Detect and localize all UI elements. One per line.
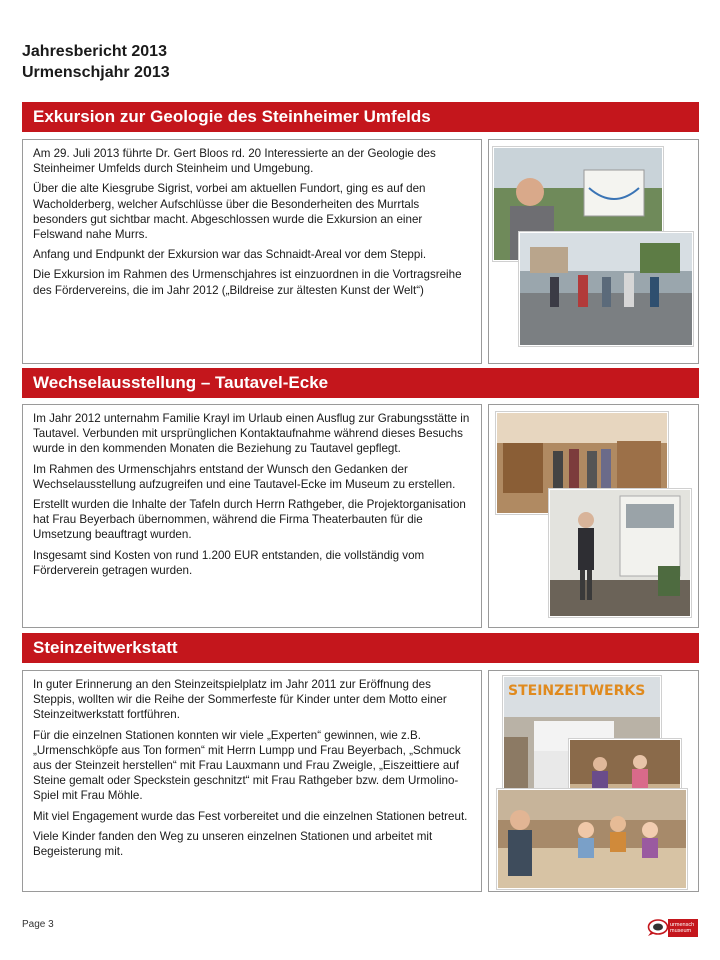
section-header-wechselausstellung: Wechselausstellung – Tautavel-Ecke [22,368,699,398]
photo-panel-steinzeitwerkstatt [488,670,699,892]
paragraph: Anfang und Endpunkt der Exkursion war das Schnaidt-Areal vor dem Steppi. [33,248,427,262]
paragraph: Insgesamt sind Kosten von rund 1.200 EUR entstanden, die vollständig vom Förderverein getragen wurden. [33,548,425,577]
speech-bubble-icon [646,919,668,937]
section-text-wechselausstellung [22,404,482,628]
photo-panel-exkursion [488,139,699,364]
paragraph: Erstellt wurden die Inhalte der Tafeln durch Herrn Rathgeber, die Projektorganisation hat Frau Beyerbach übernommen, während die Firma Theaterbauten für die Umsetzung beauftragt wurden. [33,498,466,542]
photo-tautavel-corner [549,489,691,617]
title-line-1: Jahresbericht 2013 [22,43,167,60]
title-line-2: Urmenschjahr 2013 [22,64,170,81]
urmensch-museum-logo [646,917,698,941]
paragraph: Viele Kinder fanden den Weg zu unseren einzelnen Stationen und arbeitet mit Begeisterung mit. [33,829,433,859]
photo-children-crafting [497,789,687,889]
document-title [22,41,170,83]
paragraph: Im Jahr 2012 unternahm Familie Krayl im Urlaub einen Ausflug zur Grabungsstätte in Tautavel. Verbunden mit ursprünglichen Kontaktaufnahme während dieses Besuchs wurde in den kommenden Monaten die Beziehung zu Tautavel gepflegt. [33,412,470,456]
page-number: Page 3 [22,919,54,930]
paragraph: Für die einzelnen Stationen konnten wir viele „Experten“ gewinnen, wie z.B. „Urmenschköpfe aus Ton formen“ mit Herrn Lumpp und Frau Beyerbach, „Schmuck aus der Steinzeit herstellen“ mit Frau Lauxmann und Frau Zweigle, „Eiszeittiere auf Steine gemalt oder Speckstein geschnitzt“ mit Frau Rathgeber bzw. dem Urmolino-Spiel mit Frau Möhle. [33,728,461,803]
photo-excursion-group [519,232,693,346]
section-header-steinzeitwerkstatt: Steinzeitwerkstatt [22,633,699,663]
section-text-steinzeitwerkstatt [22,670,482,892]
logo-line-1: urmensch [670,922,695,928]
paragraph: Am 29. Juli 2013 führte Dr. Gert Bloos rd. 20 Interessierte an der Geologie des Steinheimer Umfelds durch Steinheim und Umgebung. [33,147,436,176]
section-header-exkursion: Exkursion zur Geologie des Steinheimer Umfelds [22,102,699,132]
banner-letters: STEINZEITWERKS [508,683,646,699]
paragraph: In guter Erinnerung an den Steinzeitspielplatz im Jahr 2011 zur Eröffnung des Steppis, wollten wir die Reihe der Sommerfeste für Kinder unter dem Motto einer Steinzeitwerkstatt fortführen. [33,678,447,722]
logo-wordmark [668,919,698,937]
photo-panel-wechselausstellung [488,404,699,628]
paragraph: Mit viel Engagement wurde das Fest vorbereitet und die einzelnen Stationen betreut. [33,809,468,823]
paragraph: Die Exkursion im Rahmen des Urmenschjahres ist einzuordnen in die Vortragsreihe des Fördervereins, die im Jahr 2012 („Bildreise zur ältesten Kunst der Welt“) [33,268,462,297]
section-text-exkursion [22,139,482,364]
paragraph: Über die alte Kiesgrube Sigrist, vorbei am aktuellen Fundort, ging es auf den Wacholderberg, welcher Aufschlüsse über die Besonderheiten des Murrtals besonders gut sichtbar macht. Abgeschlossen wurde die Exkursion an einer Felswand nahe Murrs. [33,182,426,242]
paragraph: Im Rahmen des Urmenschjahrs entstand der Wunsch den Gedanken der Wechselausstellung aufzugreifen und eine Tautavel-Ecke im Museum zu erstellen. [33,462,456,491]
logo-line-2: museum [670,928,692,934]
